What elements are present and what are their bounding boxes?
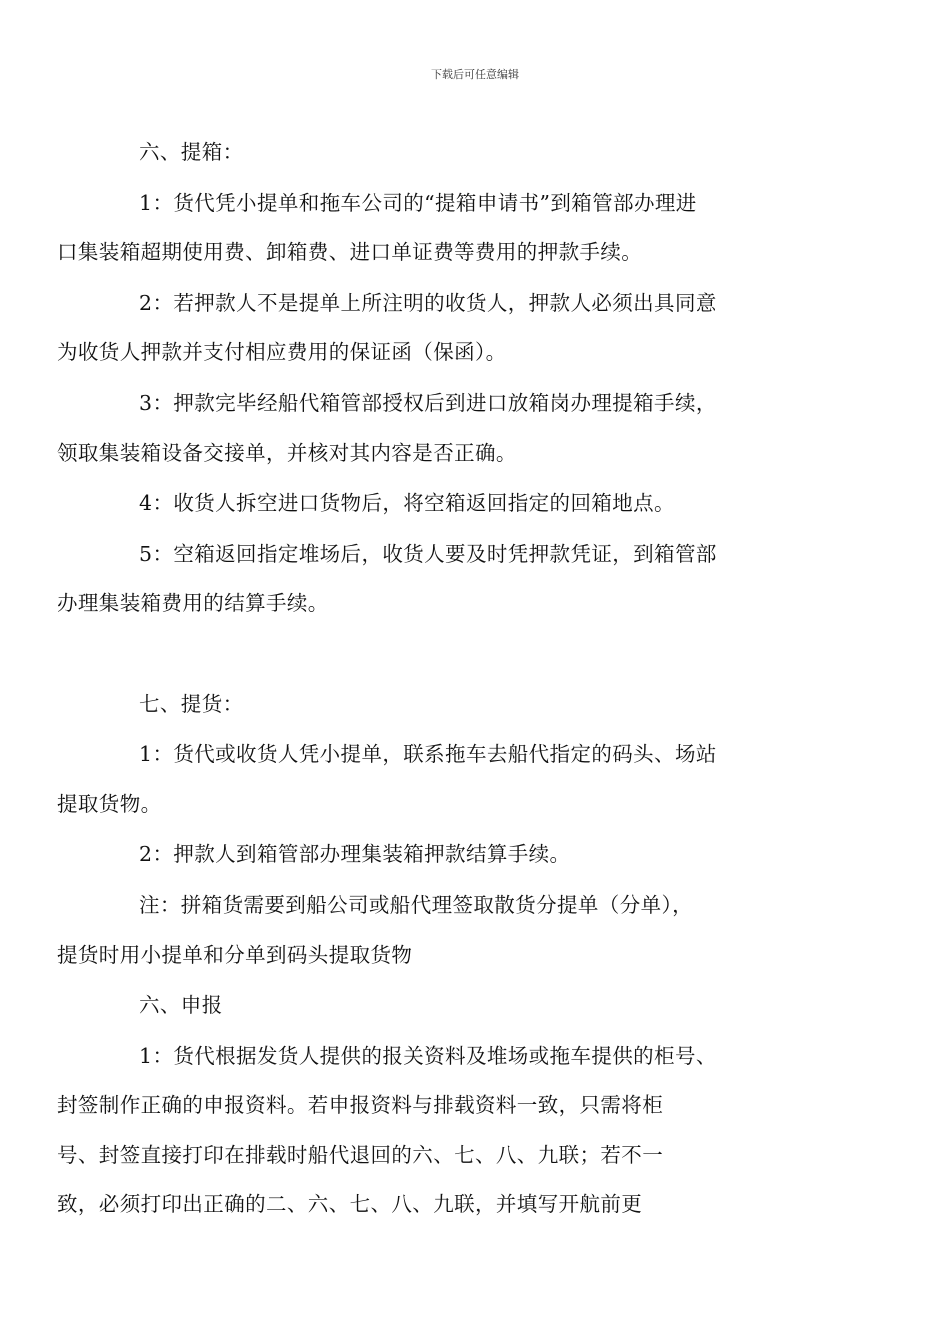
blank-line [98, 630, 768, 680]
paragraph-item-5 [57, 530, 768, 629]
paragraph-item-1 [57, 1032, 768, 1230]
section-heading-tixiang [98, 128, 768, 178]
text-line: 六、提箱： [139, 140, 244, 164]
text-line: 注：拼箱货需要到船公司或船代理签取散货分提单（分单）， [139, 892, 694, 917]
page-header: 下载后可任意编辑 [431, 68, 519, 81]
text-line: 2：若押款人不是提单上所注明的收货人，押款人必须出具同意 [139, 290, 717, 315]
document-body [57, 128, 768, 1231]
text-line: 提货时用小提单和分单到码头提取货物 [57, 942, 413, 967]
text-line: 1：货代或收货人凭小提单，联系拖车去船代指定的码头、场站 [139, 742, 717, 767]
paragraph-item-3 [57, 379, 768, 478]
text-line: 4：收货人拆空进口货物后，将空箱返回指定的回箱地点。 [139, 491, 675, 516]
text-line: 办理集装箱费用的结算手续。 [57, 591, 329, 616]
text-line: 封签制作正确的申报资料。若申报资料与排载资料一致，只需将柜 [57, 1093, 664, 1118]
text-line: 3：押款完毕经船代箱管部授权后到进口放箱岗办理提箱手续， [139, 390, 717, 415]
text-line: 七、提货： [139, 691, 244, 716]
section-heading-shenbao [98, 981, 768, 1031]
text-line: 1：货代凭小提单和拖车公司的“提箱申请书”到箱管部办理进 [139, 190, 697, 215]
paragraph-item-1 [57, 730, 768, 829]
paragraph-item-2 [98, 830, 768, 880]
text-line: 为收货人押款并支付相应费用的保证函（保函）。 [57, 340, 507, 365]
text-line: 六、申报 [139, 993, 223, 1018]
text-line: 2：押款人到箱管部办理集装箱押款结算手续。 [139, 842, 571, 867]
paragraph-note [57, 881, 768, 980]
text-line: 致，必须打印出正确的二、六、七、八、九联，并填写开航前更 [57, 1192, 643, 1217]
text-line: 5：空箱返回指定堆场后，收货人要及时凭押款凭证，到箱管部 [139, 541, 717, 566]
paragraph-item-2 [57, 279, 768, 378]
text-line: 提取货物。 [57, 791, 162, 816]
paragraph-item-1 [57, 179, 768, 278]
text-line: 1：货代根据发货人提供的报关资料及堆场或拖车提供的柜号、 [139, 1043, 717, 1068]
text-line: 口集装箱超期使用费、卸箱费、进口单证费等费用的押款手续。 [57, 240, 643, 265]
text-line: 领取集装箱设备交接单，并核对其内容是否正确。 [57, 440, 517, 465]
paragraph-item-4 [98, 479, 768, 529]
text-line: 号、封签直接打印在排载时船代退回的六、七、八、九联；若不一 [57, 1142, 664, 1167]
section-heading-tihuo [98, 680, 768, 730]
